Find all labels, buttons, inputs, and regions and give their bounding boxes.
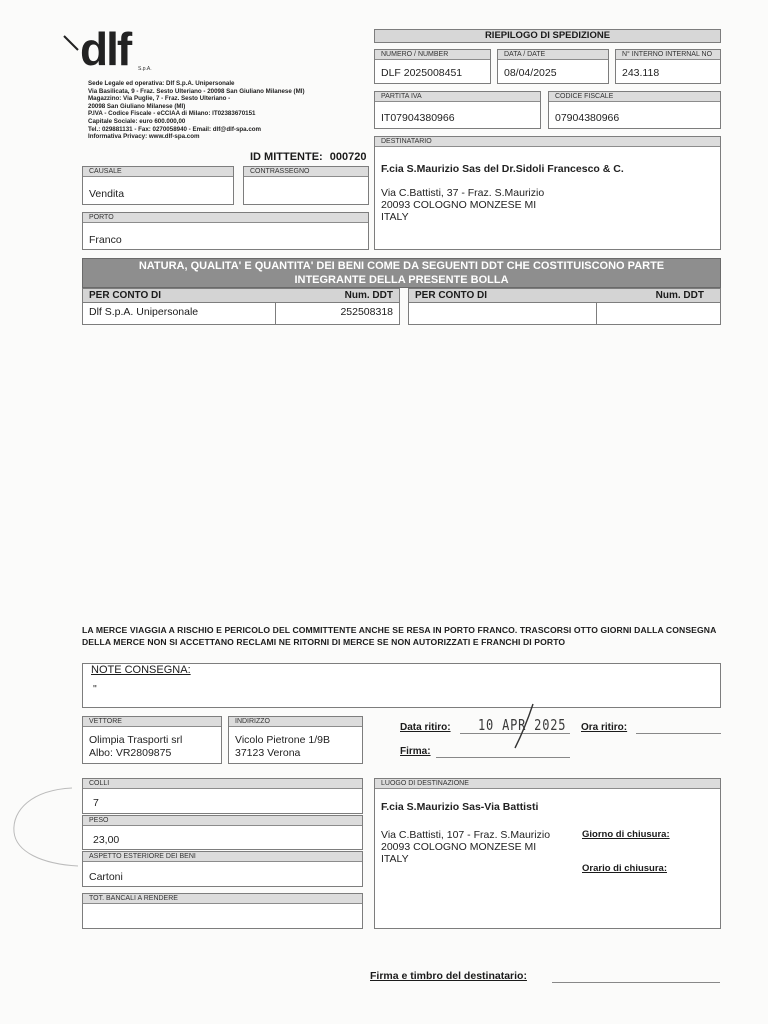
destinatario-label: DESTINATARIO (375, 137, 720, 147)
note-consegna-label: NOTE CONSEGNA: (91, 664, 191, 676)
colli-label: COLLI (83, 779, 362, 789)
company-info (88, 80, 368, 141)
firma-destinatario-label: Firma e timbro del destinatario: (370, 970, 527, 982)
porto-value: Franco (89, 234, 122, 246)
indirizzo-field (228, 716, 363, 764)
destinatario-name: F.cia S.Maurizio Sas del Dr.Sidoli Francesco & C. (381, 163, 624, 175)
table-row (597, 303, 721, 325)
data-value: 08/04/2025 (504, 67, 557, 79)
note-consegna-value: '' (93, 684, 97, 695)
destinatario-address-2: 20093 COLOGNO MONZESE MI (381, 199, 537, 211)
destinatario-field (374, 136, 721, 250)
note-consegna-field (82, 663, 721, 708)
company-line: Via Basilicata, 9 - Fraz. Sesto Ulteriano - 20098 San Giuliano Milanese (MI) (88, 87, 305, 95)
interno-value: 243.118 (622, 67, 660, 79)
luogo-address-1: Via C.Battisti, 107 - Fraz. S.Maurizio (381, 829, 551, 841)
vettore-line-2: Albo: VR2809875 (89, 747, 172, 759)
vettore-line-1: Olimpia Trasporti srl (89, 734, 183, 746)
company-line: Tel.: 029881131 - Fax: 0270058940 - Email: dlf@dlf-spa.com (88, 125, 262, 133)
vettore-label: VETTORE (83, 717, 221, 727)
peso-field (82, 815, 363, 850)
company-line: Magazzino: Via Puglie, 7 - Fraz. Sesto Ulteriano - (88, 95, 231, 103)
peso-value: 23,00 (93, 834, 120, 846)
logo-text: dlf (80, 23, 131, 75)
company-logo (62, 23, 172, 80)
company-line: P.IVA - Codice Fiscale - eCCIAA di Milano: IT02383670151 (88, 110, 256, 118)
company-line: Sede Legale ed operativa: Dlf S.p.A. Unipersonale (88, 80, 235, 87)
giorno-chiusura-label: Giorno di chiusura: (582, 829, 670, 840)
firma-label: Firma: (400, 746, 431, 757)
data-label: DATA / DATE (498, 50, 608, 60)
signature-stroke-icon (505, 702, 545, 752)
luogo-label: LUOGO DI DESTINAZIONE (375, 779, 720, 789)
natura-title-line-1: NATURA, QUALITA' E QUANTITA' DEI BENI COME DA SEGUENTI DDT CHE COSTITUISCONO PARTE (138, 260, 665, 272)
bancali-label: TOT. BANCALI A RENDERE (83, 894, 362, 904)
porto-field (82, 212, 369, 250)
ddt-header-row (82, 288, 400, 303)
contrassegno-field (243, 166, 369, 205)
row-num-ddt: 252508318 (340, 306, 393, 318)
colli-value: 7 (93, 797, 99, 809)
vettore-field (82, 716, 222, 764)
id-mittente-label: ID MITTENTE: (250, 151, 323, 163)
data-field (497, 49, 609, 84)
table-row (82, 303, 276, 325)
logo-sub: S.p.A. (138, 66, 152, 72)
aspetto-value: Cartoni (89, 871, 123, 883)
ddt-header-row (408, 288, 721, 303)
company-line: Capitale Sociale: euro 600.000,00 (88, 117, 186, 125)
pencil-arc-icon (2, 780, 82, 880)
col-num-ddt-2: Num. DDT (655, 290, 704, 301)
luogo-address-2: 20093 COLOGNO MONZESE MI (381, 841, 537, 853)
riepilogo-title: RIEPILOGO DI SPEDIZIONE (374, 29, 721, 43)
disclaimer: LA MERCE VIAGGIA A RISCHIO E PERICOLO DEL COMMITTENTE ANCHE SE RESA IN PORTO FRANCO. TRASCORSI OTTO GIORNI DALLA CONSEGNA DELLA MERCE NON SI ACCETTANO RECLAMI NE RITORNI DI MERCE SE NON AUTORIZZATI E FRANCHI DI PORTO (82, 625, 717, 647)
data-ritiro-stamp: 10 APR 2025 (478, 716, 567, 734)
causale-value: Vendita (89, 188, 125, 200)
ddt-table-left (82, 288, 400, 325)
cf-value: 07904380966 (555, 112, 620, 124)
numero-field (374, 49, 491, 84)
interno-field (615, 49, 721, 84)
firma-line (436, 757, 570, 758)
natura-banner (82, 258, 721, 288)
numero-value: DLF 2025008451 (381, 67, 463, 79)
cf-label: CODICE FISCALE (549, 92, 720, 102)
firma-destinatario-line (552, 982, 720, 983)
ora-ritiro-label: Ora ritiro: (581, 722, 628, 733)
causale-field (82, 166, 234, 205)
row-per-conto-di: Dlf S.p.A. Unipersonale (89, 306, 199, 318)
luogo-destinazione-field (374, 778, 721, 929)
ora-ritiro-line (636, 733, 721, 734)
luogo-name: F.cia S.Maurizio Sas-Via Battisti (381, 801, 539, 813)
porto-label: PORTO (83, 213, 368, 223)
contrassegno-label: CONTRASSEGNO (244, 167, 368, 177)
aspetto-label: ASPETTO ESTERIORE DEI BENI (83, 852, 362, 862)
company-line: Informativa Privacy: www.dlf-spa.com (88, 133, 200, 141)
data-ritiro-label: Data ritiro: (400, 722, 451, 733)
indirizzo-line-1: Vicolo Pietrone 1/9B (235, 734, 330, 746)
col-num-ddt: Num. DDT (344, 290, 393, 301)
luogo-address-3: ITALY (381, 853, 409, 865)
numero-label: NUMERO / NUMBER (375, 50, 490, 60)
bancali-field (82, 893, 363, 929)
peso-label: PESO (83, 816, 362, 826)
indirizzo-label: INDIRIZZO (229, 717, 362, 727)
id-mittente (250, 151, 367, 163)
piva-label: PARTITA IVA (375, 92, 540, 102)
table-row (408, 303, 597, 325)
id-mittente-value: 000720 (329, 151, 367, 163)
col-per-conto-di: PER CONTO DI (89, 290, 162, 301)
destinatario-address-3: ITALY (381, 211, 409, 223)
piva-value: IT07904380966 (381, 112, 455, 124)
orario-chiusura-label: Orario di chiusura: (582, 863, 667, 874)
interno-label: N° INTERNO INTERNAL NO (616, 50, 720, 60)
destinatario-address-1: Via C.Battisti, 37 - Fraz. S.Maurizio (381, 187, 545, 199)
col-per-conto-di-2: PER CONTO DI (415, 290, 488, 301)
causale-label: CAUSALE (83, 167, 233, 177)
piva-field (374, 91, 541, 129)
table-row (276, 303, 400, 325)
company-line: 20098 San Giuliano Milanese (MI) (88, 102, 186, 110)
natura-title-line-2: INTEGRANTE DELLA PRESENTE BOLLA (294, 274, 509, 286)
ddt-table-right (408, 288, 721, 325)
colli-field (82, 778, 363, 814)
aspetto-field (82, 851, 363, 887)
indirizzo-line-2: 37123 Verona (235, 747, 301, 759)
cf-field (548, 91, 721, 129)
